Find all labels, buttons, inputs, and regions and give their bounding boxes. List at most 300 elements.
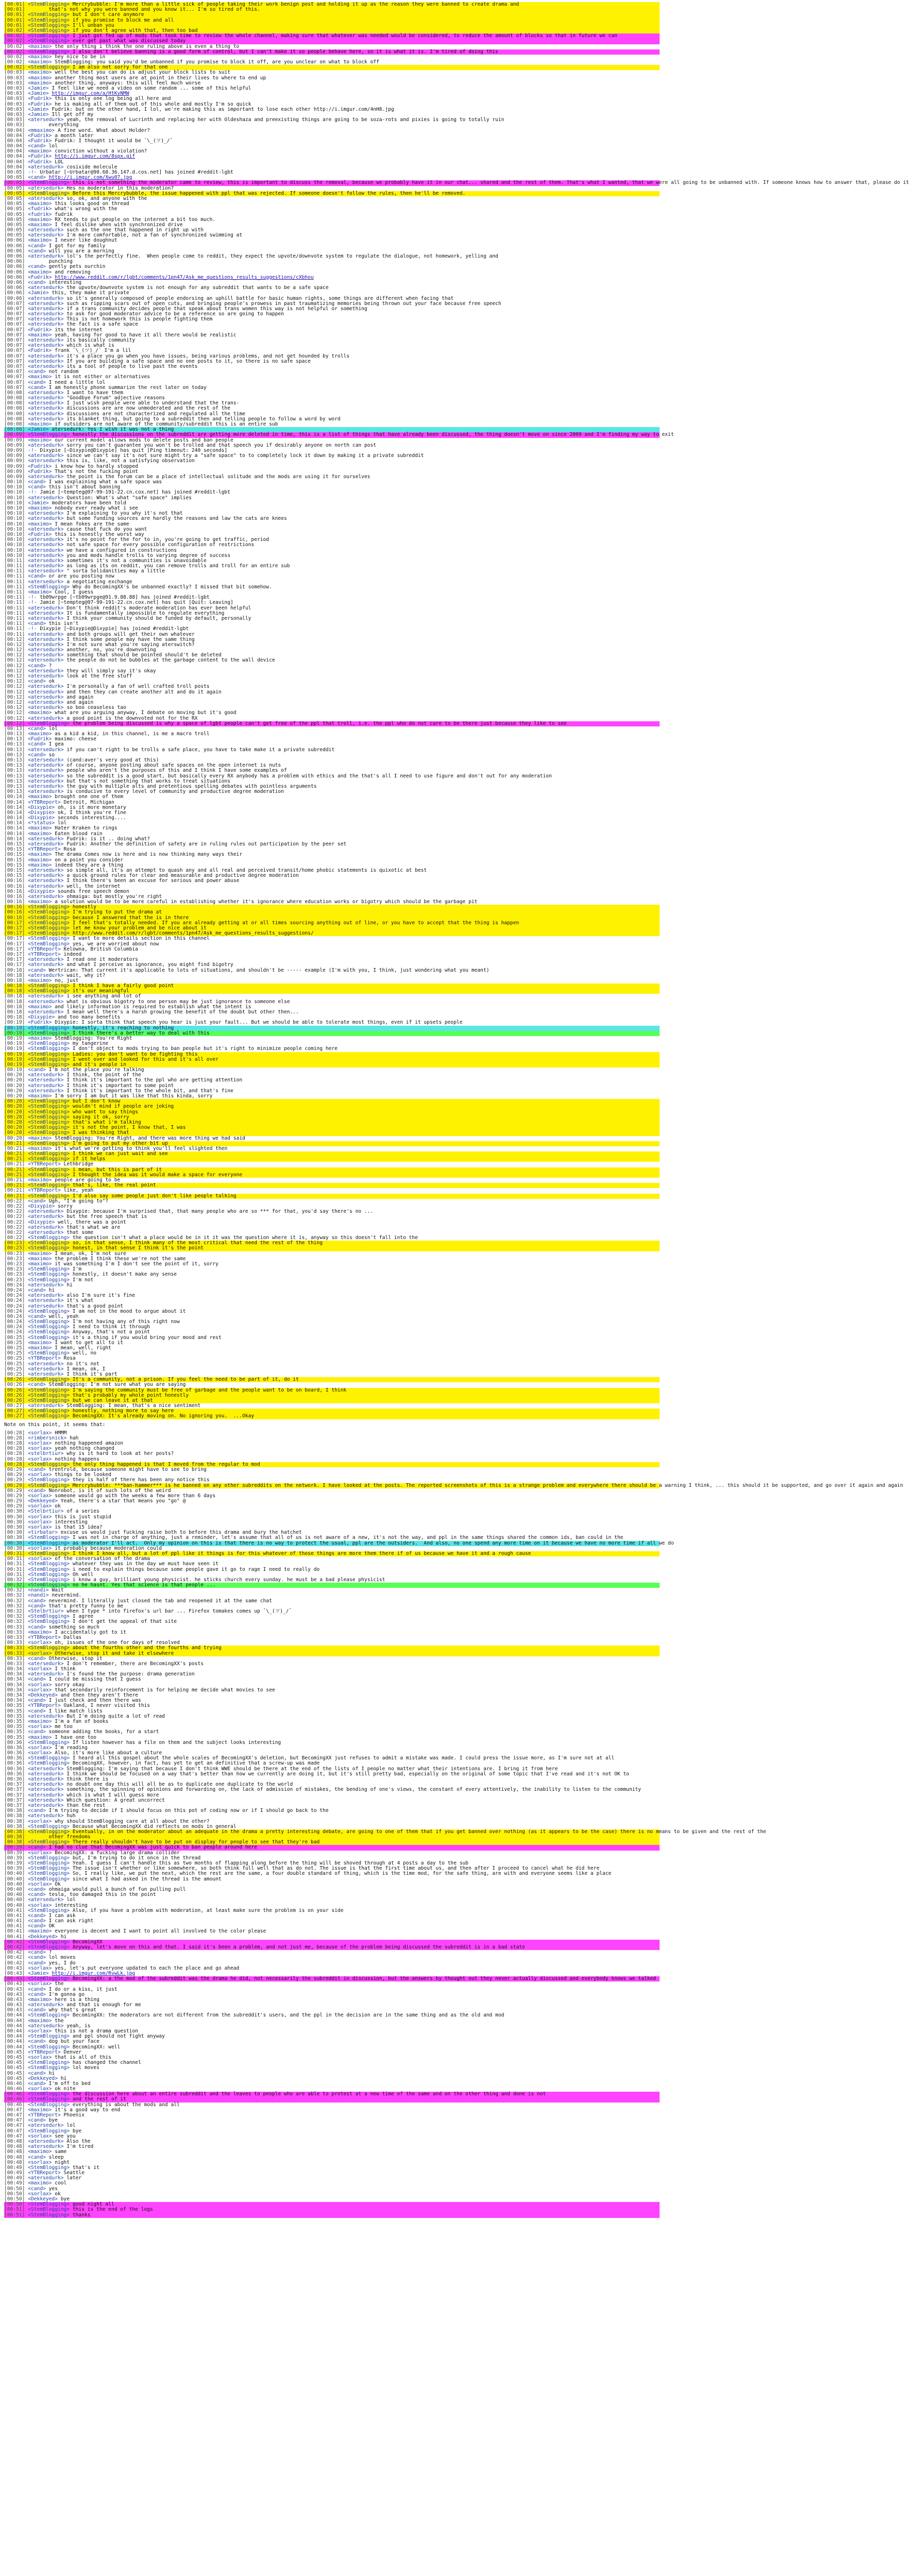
nickname[interactable]: <atersedurk> [28,1797,64,1803]
nickname[interactable]: <StemBlogging> [28,1130,70,1136]
nickname[interactable]: <StemBlogging> [28,1156,70,1162]
nickname[interactable]: <StemBlogging> [28,1240,70,1246]
nickname[interactable]: <cand> [28,1287,46,1293]
nickname[interactable]: <atersedurk> [28,1671,64,1677]
nickname[interactable]: <maximo> [28,825,52,832]
nickname[interactable]: <StemBlogging> [28,1535,70,1541]
nickname[interactable]: <StemBlogging> [28,1860,70,1866]
nickname[interactable]: <maximo> [28,1629,52,1635]
nickname[interactable]: <cand> [28,679,46,685]
nickname[interactable]: <StemBlogging> [28,1408,70,1414]
nickname[interactable]: <fudrik> [28,206,52,212]
nickname[interactable]: <cand> [28,243,46,249]
nickname[interactable]: <maximo> [28,521,52,527]
nickname[interactable]: <StemBlogging> [28,1125,70,1131]
nickname[interactable]: <atersedurk> [28,2144,64,2150]
nickname[interactable]: <atersedurk> [28,773,64,779]
nickname[interactable]: -!- [28,595,37,601]
nickname[interactable]: <Fudrik> [28,154,52,160]
nickname[interactable]: <cand> [28,1918,46,1924]
nickname[interactable]: <Stelbrtiur> [28,1509,64,1515]
nickname[interactable]: <sorlax> [28,1687,52,1693]
nickname[interactable]: <atersedurk> [28,789,64,795]
nickname[interactable]: <StemBlogging> [28,1182,70,1189]
nickname[interactable]: <atersedurk> [28,2023,64,2029]
nickname[interactable]: <StemBlogging> [28,33,70,39]
nickname[interactable]: <atersedurk> [28,1792,64,1798]
nickname[interactable]: <atersedurk> [28,867,64,873]
nickname[interactable]: <Fudrik> [28,101,52,107]
nickname[interactable]: <sorlax> [28,1556,52,1562]
nickname[interactable]: <StemBlogging> [28,1614,70,1620]
nickname[interactable]: <sorlax> [28,1430,52,1436]
nickname[interactable]: <StemBlogging> [28,720,70,726]
nickname[interactable]: <cand> [28,1708,46,1714]
nickname[interactable]: <atersedurk> [28,232,64,239]
nickname[interactable]: <Jamie> [28,500,49,506]
nickname[interactable]: <atersedurk> [28,1403,64,1409]
nickname[interactable]: <*status> [28,820,55,826]
nickname[interactable]: <atersedurk> [28,405,64,412]
nickname[interactable]: <atersedurk> [28,358,64,364]
nickname[interactable]: <StemBlogging> [28,27,70,33]
nickname[interactable]: <StemBlogging> [28,2044,70,2050]
nickname[interactable]: <sorlax> [28,2086,52,2092]
message-link[interactable]: http://i.imgur.com/8spx.gif [55,154,136,160]
nickname[interactable]: <atersedurk> [28,762,64,769]
nickname[interactable]: <StemBlogging> [28,1645,70,1651]
nickname[interactable]: <cand> [28,1986,46,1992]
nickname[interactable]: <StemBlogging> [28,2212,70,2218]
nickname[interactable]: <StemBlogging> [28,2096,70,2103]
nickname[interactable]: <atersedurk> [28,442,64,448]
nickname[interactable]: <maximo> [28,731,52,737]
nickname[interactable]: <cand> [28,1923,46,1929]
nickname[interactable]: <Fudrik> [28,96,52,102]
nickname[interactable]: <StemBlogging> [28,1334,70,1341]
nickname[interactable]: <atersedurk> [28,321,64,328]
nickname[interactable]: <StemBlogging> [28,914,70,921]
nickname[interactable]: <sorlax> [28,1545,52,1551]
nickname[interactable]: <maximo> [28,977,52,984]
nickname[interactable]: <maximo> [28,1718,52,1724]
nickname[interactable]: <StemBlogging> [28,1550,70,1556]
nickname[interactable]: <maximo> [28,899,52,905]
nickname[interactable]: <sorlax> [28,1750,52,1756]
nickname[interactable]: <cand> [28,2117,46,2124]
nickname[interactable]: <cand> [28,1950,46,1956]
nickname[interactable]: <StemBlogging> [28,1277,70,1283]
nickname[interactable]: <maximo> [28,1928,52,1935]
nickname[interactable]: <Dixypie> [28,1203,55,1209]
nickname[interactable]: <maximo> [28,2107,52,2113]
nickname[interactable]: <atersedurk> [28,516,64,522]
nickname[interactable]: <cand> [28,1960,46,1966]
nickname[interactable]: <atersedurk> [28,526,64,532]
nickname[interactable]: <cand> [28,1991,46,1997]
nickname[interactable]: <cand> [28,1487,46,1494]
nickname[interactable]: <StemBlogging> [28,1461,70,1467]
nickname[interactable]: <StemBlogging> [28,1104,70,1110]
nickname[interactable]: <atersedurk> [28,993,64,999]
nickname[interactable]: <StemBlogging> [28,1329,70,1335]
nickname[interactable]: <atersedurk> [28,1282,64,1288]
nickname[interactable]: <atersedurk> [28,300,64,307]
nickname[interactable]: <maximo> [28,201,52,207]
nickname[interactable]: <Dixypie> [28,804,55,810]
nickname[interactable]: <cand> [28,741,46,748]
nickname[interactable]: <StemBlogging> [28,432,70,438]
nickname[interactable]: <cand> [28,2007,46,2013]
nickname[interactable]: <maximo> [28,54,52,60]
nickname[interactable]: <maximo> [28,222,52,228]
nickname[interactable]: <YTBReport> [28,946,61,952]
nickname[interactable]: <maximo> [28,1250,52,1257]
nickname[interactable]: <StemBlogging> [28,2091,70,2097]
nickname[interactable]: <atersedurk> [28,400,64,406]
nickname[interactable]: <atersedurk> [28,453,64,459]
nickname[interactable]: <maximo> [28,589,52,595]
nickname[interactable]: <StemBlogging> [28,1839,70,1845]
nickname[interactable]: <cand> [28,725,46,732]
nickname[interactable]: <atersedurk> [28,117,64,123]
nickname[interactable]: -!- [28,447,37,453]
nickname[interactable]: <cand> [28,484,46,490]
nickname[interactable]: <cand> [28,279,46,285]
nickname[interactable]: <cand> [28,1955,46,1961]
nickname[interactable]: <maximo> [28,2018,52,2024]
nickname[interactable]: <StemBlogging> [28,1561,70,1567]
nickname[interactable]: <atersedurk> [28,568,64,574]
nickname[interactable]: <maximo> [28,332,52,338]
nickname[interactable]: <StemBlogging> [28,1119,70,1125]
nickname[interactable]: <StemBlogging> [28,1976,70,1982]
nickname[interactable]: <StemBlogging> [28,1151,70,1157]
nickname[interactable]: <atersedurk> [28,641,64,648]
nickname[interactable]: <maximo> [28,75,52,81]
nickname[interactable]: <atersedurk> [28,783,64,789]
nickname[interactable]: <StemBlogging> [28,1397,70,1403]
nickname[interactable]: <atersedurk> [28,1293,64,1299]
nickname[interactable]: <cand> [28,663,46,669]
nickname[interactable]: <cand> [28,2080,46,2087]
nickname[interactable]: <atersedurk> [28,1771,64,1777]
nickname[interactable]: <StemBlogging> [28,2,70,7]
nickname[interactable]: <atersedurk> [28,1713,64,1719]
nickname[interactable]: <Dixypie> [28,815,55,821]
nickname[interactable]: <StemBlogging> [28,1098,70,1105]
nickname[interactable]: <StemBlogging> [28,180,70,186]
nickname[interactable]: <atersedurk> [28,395,64,401]
nickname[interactable]: <cand> [28,1729,46,1735]
nickname[interactable]: <Jamie> [28,111,49,117]
nickname[interactable]: <StemBlogging> [28,1030,70,1036]
nickname[interactable]: <cand> [28,1603,46,1609]
nickname[interactable]: <YTBReport> [28,951,61,957]
nickname[interactable]: <YTBReport> [28,846,61,853]
nickname[interactable]: <atersedurk> [28,699,64,705]
nickname[interactable]: <atersedurk> [28,615,64,621]
nickname[interactable]: <atersedurk> [28,1224,64,1230]
nickname[interactable]: <atersedurk> [28,2123,64,2129]
nickname[interactable]: <StemBlogging> [28,1907,70,1913]
nickname[interactable]: <atersedurk> [28,343,64,349]
nickname[interactable]: <maximo> [28,80,52,86]
nickname[interactable]: <StemBlogging> [28,1245,70,1251]
nickname[interactable]: <atersedurk> [28,1897,64,1903]
nickname[interactable]: <maximo> [28,216,52,223]
nickname[interactable]: <atersedurk> [28,1787,64,1793]
nickname[interactable]: <atersedurk> [28,1371,64,1377]
nickname[interactable]: <Fudrik> [28,736,52,742]
message-link[interactable]: http://i.imgur.com/RvwLk.jpg [52,1970,136,1976]
nickname[interactable]: <atersedurk> [28,1077,64,1083]
nickname[interactable]: <cand> [28,2070,46,2076]
nickname[interactable]: <StemBlogging> [28,920,70,926]
nickname[interactable]: <atersedurk> [28,1802,64,1808]
message-link[interactable]: http://imgur.com/a/HtKvNMW [52,91,129,97]
nickname[interactable]: <cand> [28,1892,46,1898]
nickname[interactable]: <atersedurk> [28,227,64,233]
nickname[interactable]: <cand> [28,384,46,391]
nickname[interactable]: <maximo> [28,1177,52,1183]
nickname[interactable]: <maximo> [28,421,52,427]
nickname[interactable]: <maximo> [28,852,52,858]
nickname[interactable]: <atersedurk> [28,972,64,978]
nickname[interactable]: <atersedurk> [28,411,64,417]
nickname[interactable]: <atersedurk> [28,2002,64,2008]
nickname[interactable]: <maximo> [28,437,52,443]
nickname[interactable]: <StemBlogging> [28,1392,70,1398]
nickname[interactable]: <StemBlogging> [28,1140,70,1146]
nickname[interactable]: <sorlax> [28,1446,52,1452]
nickname[interactable]: <atersedurk> [28,962,64,968]
nickname[interactable]: <Dixypie> [28,1014,55,1021]
nickname[interactable]: <cand> [28,264,46,270]
nickname[interactable]: <sorlax> [28,1503,52,1510]
nickname[interactable]: <atersedurk> [28,416,64,422]
nickname[interactable]: <cand> [28,248,46,254]
nickname[interactable]: <cand> [28,369,46,375]
nickname[interactable]: <Fudrik> [28,274,52,280]
nickname[interactable]: <sorlax> [28,1650,52,1656]
nickname[interactable]: <sorlax> [28,2054,52,2060]
nickname[interactable]: <StemBlogging> [28,1413,70,1419]
nickname[interactable]: <atersedurk> [28,1366,64,1372]
nickname[interactable]: <StemBlogging> [28,983,70,989]
nickname[interactable]: <cand> [28,1313,46,1319]
nickname[interactable]: <atersedurk> [28,673,64,679]
nickname[interactable]: <StemBlogging> [28,48,70,55]
nickname[interactable]: <Jamie> [28,106,49,112]
nickname[interactable]: <atersedurk> [28,694,64,700]
nickname[interactable]: <sorlax> [28,2191,52,2197]
nickname[interactable]: <StemBlogging> [28,1235,70,1241]
nickname[interactable]: <StemBlogging> [28,1477,70,1483]
nickname[interactable]: <StemBlogging> [28,1324,70,1330]
nickname[interactable]: <Fudrik> [28,463,52,469]
nickname[interactable]: <StemBlogging> [28,12,70,18]
nickname[interactable]: <sorlax> [28,1850,52,1856]
nickname[interactable]: <maximo> [28,505,52,511]
nickname[interactable]: <Dekkeyed> [28,2075,58,2081]
nickname[interactable]: <maximo> [28,43,52,49]
nickname[interactable]: <sorlax> [28,1666,52,1672]
nickname[interactable]: <maximo> [28,710,52,716]
nickname[interactable]: <atersedurk> [28,511,64,517]
nickname[interactable]: <atersedurk> [28,1766,64,1772]
nickname[interactable]: <StemBlogging> [28,1823,70,1829]
nickname[interactable]: <StemBlogging> [28,1308,70,1314]
nickname[interactable]: <maximo> [28,1734,52,1740]
nickname[interactable]: <nandi> [28,1592,49,1599]
nickname[interactable]: <StemBlogging> [28,988,70,994]
nickname[interactable]: <atersedurk> [28,495,64,501]
nickname[interactable]: <StemBlogging> [28,1760,70,1767]
nickname[interactable]: <Fudrik> [28,348,52,354]
nickname[interactable]: <atersedurk> [28,689,64,695]
nickname[interactable]: <atersedurk> [28,631,64,637]
nickname[interactable]: <cand> [28,621,46,627]
nickname[interactable]: <atersedurk> [28,1660,64,1667]
nickname[interactable]: <atersedurk> [28,311,64,317]
nickname[interactable]: <cand> [28,1598,46,1604]
nickname[interactable]: <atersedurk> [28,363,64,369]
nickname[interactable]: <Fudrik> [28,138,52,144]
nickname[interactable]: <maximo> [28,70,52,76]
nickname[interactable]: <StemBlogging> [28,1619,70,1625]
nickname[interactable]: <cand> [28,2154,46,2160]
nickname[interactable]: <StemBlogging> [28,1046,70,1052]
nickname[interactable]: <tirbatar> [28,1530,58,1536]
nickname[interactable]: <StemBlogging> [28,1944,70,1950]
nickname[interactable]: <Dekkeyed> [28,2196,58,2202]
nickname[interactable]: <cand> [28,1466,46,1472]
nickname[interactable]: <cand> [28,967,46,973]
nickname[interactable]: <YTBReport> [28,1703,61,1709]
nickname[interactable]: <StemBlogging> [28,1577,70,1583]
nickname[interactable]: <atersedurk> [28,1776,64,1782]
nickname[interactable]: -!- [28,170,37,175]
nickname[interactable]: <sorlax> [28,1519,52,1525]
nickname[interactable]: <StemBlogging> [28,1166,70,1173]
nickname[interactable]: <atersedurk> [28,1361,64,1367]
nickname[interactable]: <StemBlogging> [28,2033,70,2040]
nickname[interactable]: <maximo> [28,1004,52,1010]
nickname[interactable]: <YTBReport> [28,1355,61,1362]
nickname[interactable]: <Jamie> [28,91,49,97]
nickname[interactable]: <atersedurk> [28,353,64,359]
nickname[interactable]: <atersedurk> [28,778,64,784]
nickname[interactable]: <atersedurk> [28,1009,64,1015]
nickname[interactable]: <StemBlogging> [28,190,70,196]
nickname[interactable]: <sorlax> [28,1818,52,1824]
nickname[interactable]: <atersedurk> [28,610,64,616]
nickname[interactable]: <maximo> [28,1261,52,1267]
nickname[interactable]: <atersedurk> [28,841,64,847]
nickname[interactable]: <atersedurk> [28,768,64,774]
nickname[interactable]: <StemBlogging> [28,1377,70,1383]
nickname[interactable]: <cand> [28,573,46,580]
nickname[interactable]: <StemBlogging> [28,1828,70,1835]
nickname[interactable]: <atersedurk> [28,1298,64,1304]
nickname[interactable]: <YTBReport> [28,2170,61,2176]
nickname[interactable]: <atersedurk> [28,757,64,763]
nickname[interactable]: <sorlax> [28,2133,52,2139]
nickname[interactable]: <atersedurk> [28,164,64,170]
nickname[interactable]: <sorlax> [28,1881,52,1887]
nickname[interactable]: <StemBlogging> [28,584,70,590]
nickname[interactable]: <StemBlogging> [28,2164,70,2171]
nickname[interactable]: <maximo> [28,794,52,800]
nickname[interactable]: <atersedurk> [28,957,64,963]
nickname[interactable]: <StemBlogging> [28,1114,70,1120]
nickname[interactable]: <maximo> [28,857,52,863]
nickname[interactable]: <StemBlogging> [28,2201,70,2208]
nickname[interactable]: <atersedurk> [28,2138,64,2144]
nickname[interactable]: <cand> [28,1624,46,1630]
nickname[interactable]: <sorlax> [28,1472,52,1478]
nickname[interactable]: <maximo> [28,1093,52,1099]
nickname[interactable]: <maximo> [28,2149,52,2155]
nickname[interactable]: <maximo> [28,374,52,380]
nickname[interactable]: <maximo> [28,831,52,837]
nickname[interactable]: <fudrik> [28,211,52,217]
nickname[interactable]: <StemBlogging> [28,936,70,942]
nickname[interactable]: <atersedurk> [28,657,64,664]
nickname[interactable]: <atersedurk> [28,636,64,642]
nickname[interactable]: <sorlax> [28,1981,52,1987]
nickname[interactable]: <maximo> [28,238,52,244]
nickname[interactable]: <atersedurk> [28,1303,64,1309]
nickname[interactable]: <atersedurk> [28,1813,64,1819]
nickname[interactable]: <StemBlogging> [28,941,70,947]
nickname[interactable]: <StemBlogging> [28,17,70,23]
nickname[interactable]: <StemBlogging> [28,1350,70,1357]
nickname[interactable]: <StemBlogging> [28,1939,70,1945]
nickname[interactable]: <StemBlogging> [28,1582,70,1588]
nickname[interactable]: <atersedurk> [28,316,64,323]
nickname[interactable]: <maximo> [28,1256,52,1262]
nickname[interactable]: <Fudrik> [28,132,52,139]
nickname[interactable]: <atersedurk> [28,2175,64,2181]
nickname[interactable]: <StemBlogging> [28,2207,70,2213]
nickname[interactable]: <atersedurk> [28,605,64,611]
nickname[interactable]: <StemBlogging> [28,1319,70,1325]
nickname[interactable]: <atersedurk> [28,563,64,569]
nickname[interactable]: <sorlax> [28,1744,52,1751]
nickname[interactable]: <atersedurk> [28,1214,64,1220]
nickname[interactable]: <atersedurk> [28,1072,64,1078]
nickname[interactable]: <atersedurk> [28,185,64,191]
nickname[interactable]: <atersedurk> [28,873,64,879]
nickname[interactable]: <StemBlogging> [28,1871,70,1877]
nickname[interactable]: <cand> [28,479,46,485]
nickname[interactable]: <atersedurk> [28,668,64,674]
nickname[interactable]: <Fudrik> [28,327,52,333]
nickname[interactable]: <StemBlogging> [28,2060,70,2066]
nickname[interactable]: <StemBlogging> [28,1025,70,1031]
nickname[interactable]: <Stelbrtiur> [28,1608,64,1614]
nickname[interactable]: <stelbrtiur> [28,1451,64,1457]
nickname[interactable]: <StemBlogging> [28,22,70,28]
nickname[interactable]: <Dixypie> [28,1219,55,1225]
nickname[interactable]: <maximo> [28,1340,52,1346]
nickname[interactable]: <maximo> [28,862,52,868]
nickname[interactable]: <atersedurk> [28,836,64,842]
nickname[interactable]: <StemBlogging> [28,1876,70,1882]
nickname[interactable]: <cand> [28,1844,46,1851]
